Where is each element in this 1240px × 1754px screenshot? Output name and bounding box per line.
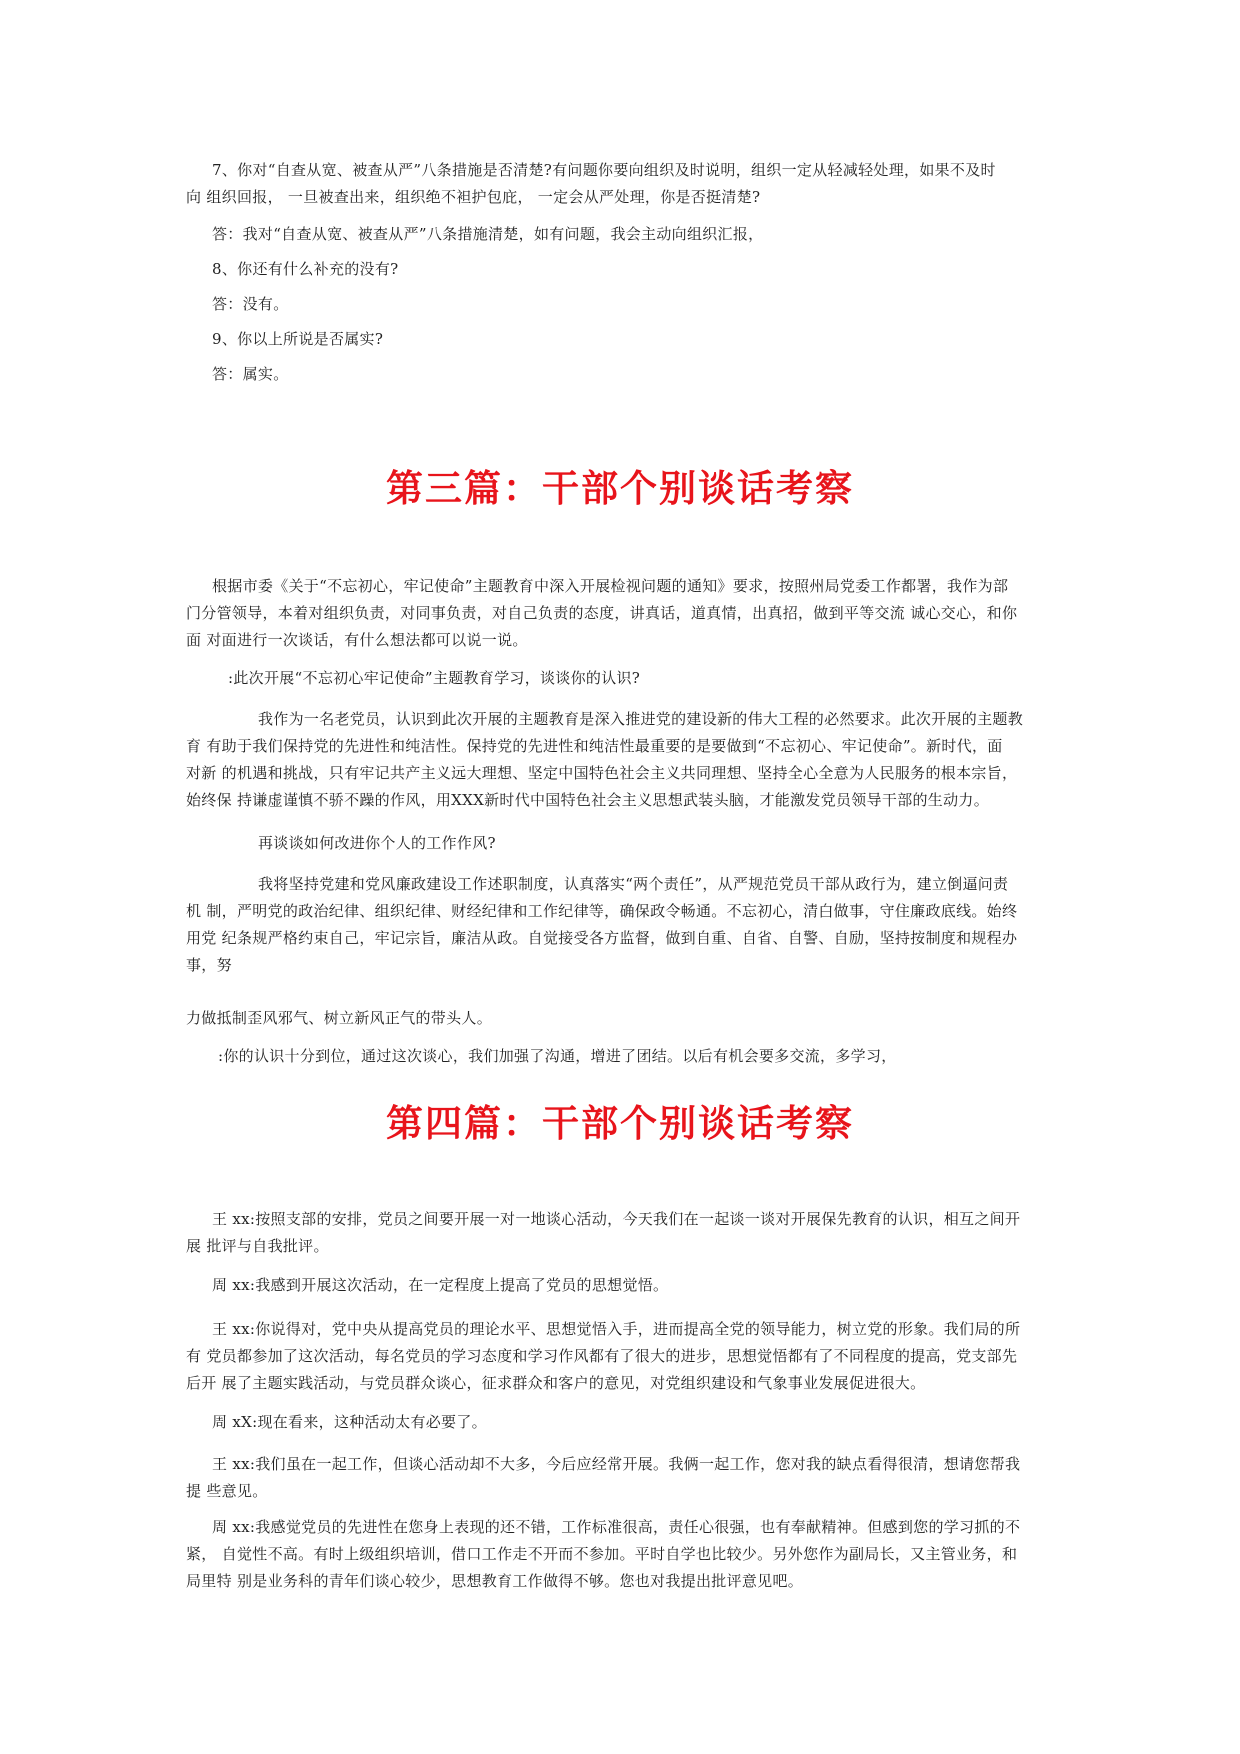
dialogue-zhou-3 (186, 1514, 1048, 1595)
question-7 (186, 157, 1048, 211)
section-3-intro (186, 573, 1048, 654)
text-line: 向 组织回报， 一旦被查出来，组织绝不袒护包庇， 一定会从严处理，你是否挺清楚? (186, 188, 761, 206)
question-9: 9、你以上所说是否属实? (212, 330, 384, 348)
text-line: 始终保 持谦虚谨慎不骄不躁的作风，用XXX新时代中国特色社会主义思想武装头脑，才能激发党员领导干部的生动力。 (186, 791, 990, 809)
section-3-closing: :你的认识十分到位，通过这次谈心，我们加强了沟通，增进了团结。以后有机会要多交流，多学习， (218, 1047, 897, 1065)
text-line: 根据市委《关于“不忘初心，牢记使命”主题教育中深入开展检视问题的通知》要求，按照州局党委工作都署，我作为部 (212, 577, 1009, 595)
text-line: 对新 的机遇和挑战，只有牢记共产主义远大理想、坚定中国特色社会主义共同理想、坚持全心全意为人民服务的根本宗旨， (186, 764, 1018, 782)
dialogue-wang-3 (186, 1451, 1048, 1505)
text-line: 展 批评与自我批评。 (186, 1237, 329, 1255)
text-line: 事，努 (186, 956, 232, 974)
text-line: 后开 展了主题实践活动，与党员群众谈心，征求群众和客户的意见，对党组织建设和气象事业发展促进很大。 (186, 1374, 926, 1392)
dialogue-wang-1 (186, 1206, 1048, 1260)
text-line: 紧， 自觉性不高。有时上级组织培训，借口工作走不开而不参加。平时自学也比较少。另外您作为副局长，又主管业务，和 (186, 1545, 1018, 1563)
answer-9: 答：属实。 (212, 365, 289, 383)
answer-8: 答：没有。 (212, 295, 289, 313)
section-4-title: 第四篇：干部个别谈话考察 (386, 1101, 854, 1145)
text-line: 机 制，严明党的政治纪律、组织纪律、财经纪律和工作纪律等，确保政令畅通。不忘初心，清白做事，守住廉政底线。始终 (186, 902, 1018, 920)
text-line: 王 xx:你说得对，党中央从提高党员的理论水平、思想觉悟入手，进而提高全党的领导能力，树立党的形象。我们局的所 (212, 1320, 1021, 1338)
text-line: 局里特 别是业务科的青年们谈心较少，思想教育工作做得不够。您也对我提出批评意见吧。 (186, 1572, 804, 1590)
text-line: 王 xx:我们虽在一起工作，但谈心活动却不大多，今后应经常开展。我俩一起工作，您对我的缺点看得很清，想请您帮我 (212, 1455, 1021, 1473)
section-3-question-1: :此次开展“不忘初心牢记使命”主题教育学习，谈谈你的认识? (228, 669, 641, 687)
text-line: 7、你对“自查从宽、被查从严”八条措施是否清楚?有问题你要向组织及时说明，组织一定从轻减轻处理，如果不及时 (212, 161, 996, 179)
text-line: 周 xx:我感觉党员的先进性在您身上表现的还不错，工作标准很高，责任心很强，也有奉献精神。但感到您的学习抓的不 (212, 1518, 1021, 1536)
text-line: 用党 纪条规严格约束自己，牢记宗旨，廉洁从政。自觉接受各方监督，做到自重、自省、自警、自励，坚持按制度和规程办 (186, 929, 1018, 947)
question-8: 8、你还有什么补充的没有? (212, 260, 399, 278)
section-3-title: 第三篇：干部个别谈话考察 (386, 466, 854, 510)
answer-7: 答：我对“自查从宽、被查从严”八条措施清楚，如有问题，我会主动向组织汇报， (212, 225, 764, 243)
text-line: 提 些意见。 (186, 1482, 268, 1500)
section-3-answer-2 (186, 871, 1048, 979)
text-line: 我作为一名老党员，认识到此次开展的主题教育是深入推进党的建设新的伟大工程的必然要求。此次开展的主题教 (258, 710, 1024, 728)
text-line: 门分管领导，本着对组织负责，对同事负责，对自己负责的态度，讲真话，道真情，出真招，做到平等交流 诚心交心，和你 (186, 604, 1018, 622)
section-3-question-2: 再谈谈如何改进你个人的工作作风? (258, 834, 496, 852)
dialogue-wang-2 (186, 1316, 1048, 1397)
text-line: 有 党员都参加了这次活动，每名党员的学习态度和学习作风都有了很大的进步，思想觉悟都有了不同程度的提高，党支部先 (186, 1347, 1018, 1365)
section-3-answer-1 (186, 706, 1048, 814)
text-line: 我将坚持党建和党风廉政建设工作述职制度，认真落实“两个责任”，从严规范党员干部从政行为，建立倒逼问责 (258, 875, 1009, 893)
text-line: 面 对面进行一次谈话，有什么想法都可以说一说。 (186, 631, 528, 649)
dialogue-zhou-1: 周 xx:我感到开展这次活动，在一定程度上提高了党员的思想觉悟。 (212, 1276, 669, 1294)
section-3-answer-2-tail: 力做抵制歪风邪气、树立新风正气的带头人。 (186, 1009, 493, 1027)
text-line: 王 xx:按照支部的安排，党员之间要开展一对一地谈心活动，今天我们在一起谈一谈对开展保先教育的认识，相互之间开 (212, 1210, 1021, 1228)
text-line: 育 有助于我们保持党的先进性和纯洁性。保持党的先进性和纯洁性最重要的是要做到“不忘初心、牢记使命”。新时代，面 (186, 737, 1003, 755)
dialogue-zhou-2: 周 xX:现在看来，这种活动太有必要了。 (212, 1413, 487, 1431)
